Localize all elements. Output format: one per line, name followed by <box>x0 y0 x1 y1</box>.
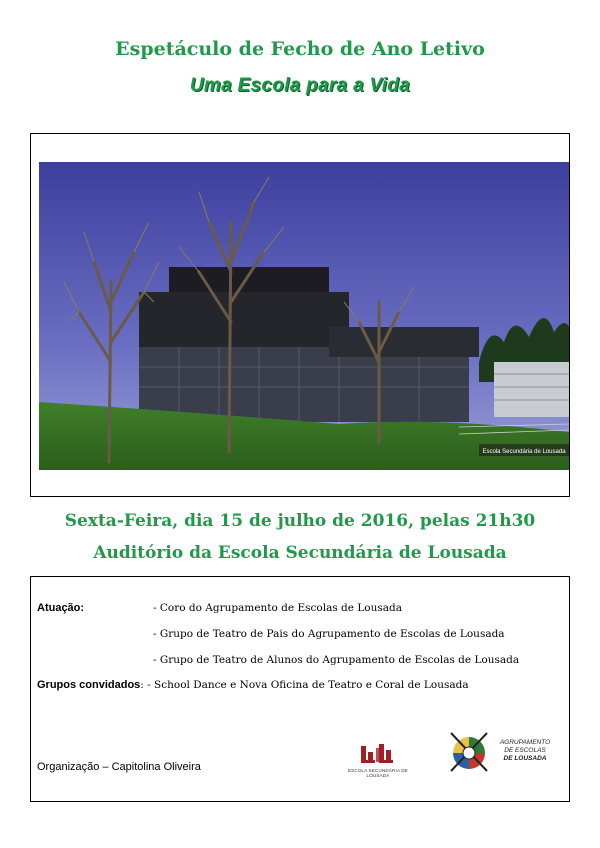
atuacao-item: - Coro do Agrupamento de Escolas de Lousada <box>153 602 403 614</box>
school-building-image <box>39 162 569 470</box>
agrup-line: AGRUPAMENTO <box>499 739 551 746</box>
school-photo <box>39 162 569 470</box>
event-venue: Auditório da Escola Secundária de Lousada <box>93 543 507 563</box>
photo-frame <box>30 133 570 497</box>
photo-caption: Escola Secundária de Lousada <box>482 449 566 455</box>
school-logo-icon <box>343 742 413 768</box>
convidados-text: : - School Dance e Nova Oficina de Teatro e Coral de Lousada <box>140 679 469 691</box>
agrup-line: DE ESCOLAS <box>504 747 546 754</box>
atuacao-row <box>37 602 84 614</box>
agrupamento-logo-text <box>493 739 557 763</box>
agrupamento-logo <box>447 727 557 777</box>
program-box <box>30 576 570 802</box>
page-subtitle: Uma Escola para a Vida <box>189 75 411 96</box>
page-title: Espetáculo de Fecho de Ano Letivo <box>115 38 485 60</box>
atuacao-label: Atuação: <box>37 602 85 614</box>
school-logo-caption: ESCOLA SECUNDÁRIA DE LOUSADA <box>347 768 409 778</box>
agrupamento-logo-icon <box>447 727 493 775</box>
atuacao-item: - Grupo de Teatro de Pais do Agrupamento de Escolas de Lousada <box>153 628 505 640</box>
convidados-label: Grupos convidados <box>37 679 141 691</box>
organizacao-text: Organização – Capitolina Oliveira <box>37 761 201 773</box>
convidados-row <box>37 679 469 691</box>
atuacao-item: - Grupo de Teatro de Alunos do Agrupamento de Escolas de Lousada <box>153 654 520 666</box>
school-logo <box>343 742 413 778</box>
event-date: Sexta-Feira, dia 15 de julho de 2016, pelas 21h30 <box>64 511 536 531</box>
agrup-line: DE LOUSADA <box>503 755 547 762</box>
